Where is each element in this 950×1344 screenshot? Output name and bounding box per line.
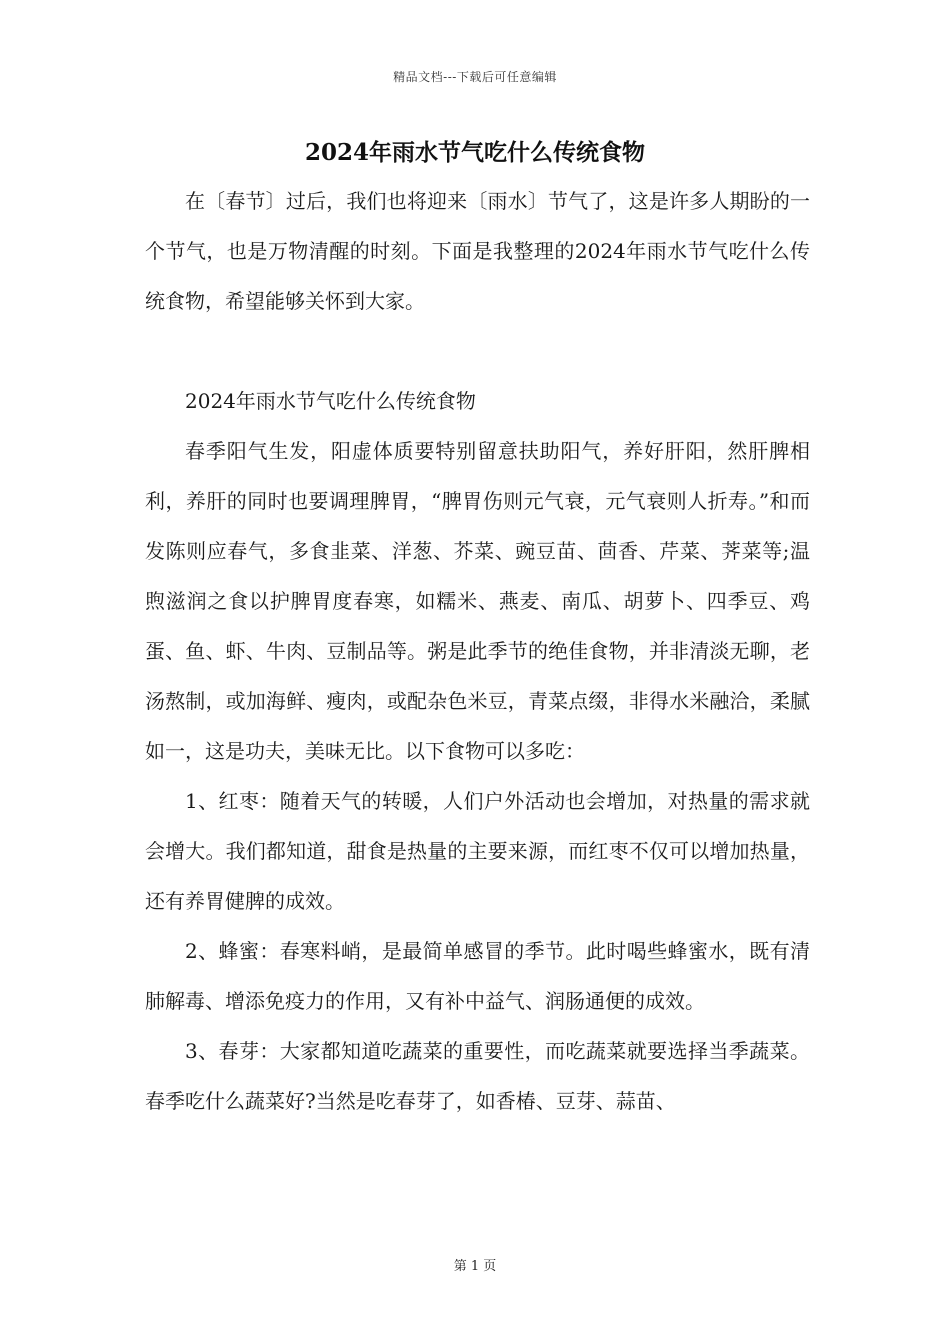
body-paragraph: 春季阳气生发，阳虚体质要特别留意扶助阳气，养好肝阳，然肝脾相利，养肝的同时也要调理脾胃，“脾胃伤则元气衰，元气衰则人折寿。”和而发陈则应春气，多食韭菜、洋葱、芥菜、豌豆苗、茴香、芹菜、荠菜等;温煦滋润之食以护脾胃度春寒，如糯米、燕麦、南瓜、胡萝卜、四季豆、鸡蛋、鱼、虾、牛肉、豆制品等。粥是此季节的绝佳食物，并非清淡无聊，老汤熬制，或加海鲜、瘦肉，或配杂色米豆，青菜点缀，非得水米融洽，柔腻如一，这是功夫，美味无比。以下食物可以多吃： [145, 439, 810, 763]
page-number: 第 1 页 [453, 1259, 497, 1274]
intro-paragraph: 在〔春节〕过后，我们也将迎来〔雨水〕节气了，这是许多人期盼的一个节气，也是万物清醒的时刻。下面是我整理的2024年雨水节气吃什么传统食物，希望能够关怀到大家。 [145, 189, 810, 313]
list-item-red-dates: 1、红枣：随着天气的转暖，人们户外活动也会增加，对热量的需求就会增大。我们都知道，甜食是热量的主要来源，而红枣不仅可以增加热量，还有养胃健脾的成效。 [145, 789, 810, 913]
page-header: 精品文档---下载后可任意编辑 [393, 70, 557, 84]
section-heading: 2024年雨水节气吃什么传统食物 [185, 389, 476, 413]
document-title: 2024年雨水节气吃什么传统食物 [304, 139, 645, 166]
document-body [145, 176, 810, 1126]
list-item-honey: 2、蜂蜜：春寒料峭，是最简单感冒的季节。此时喝些蜂蜜水，既有清肺解毒、增添免疫力的作用，又有补中益气、润肠通便的成效。 [145, 939, 810, 1013]
list-item-spring-sprouts: 3、春芽：大家都知道吃蔬菜的重要性，而吃蔬菜就要选择当季蔬菜。春季吃什么蔬菜好?当然是吃春芽了，如香椿、豆芽、蒜苗、 [145, 1039, 810, 1113]
